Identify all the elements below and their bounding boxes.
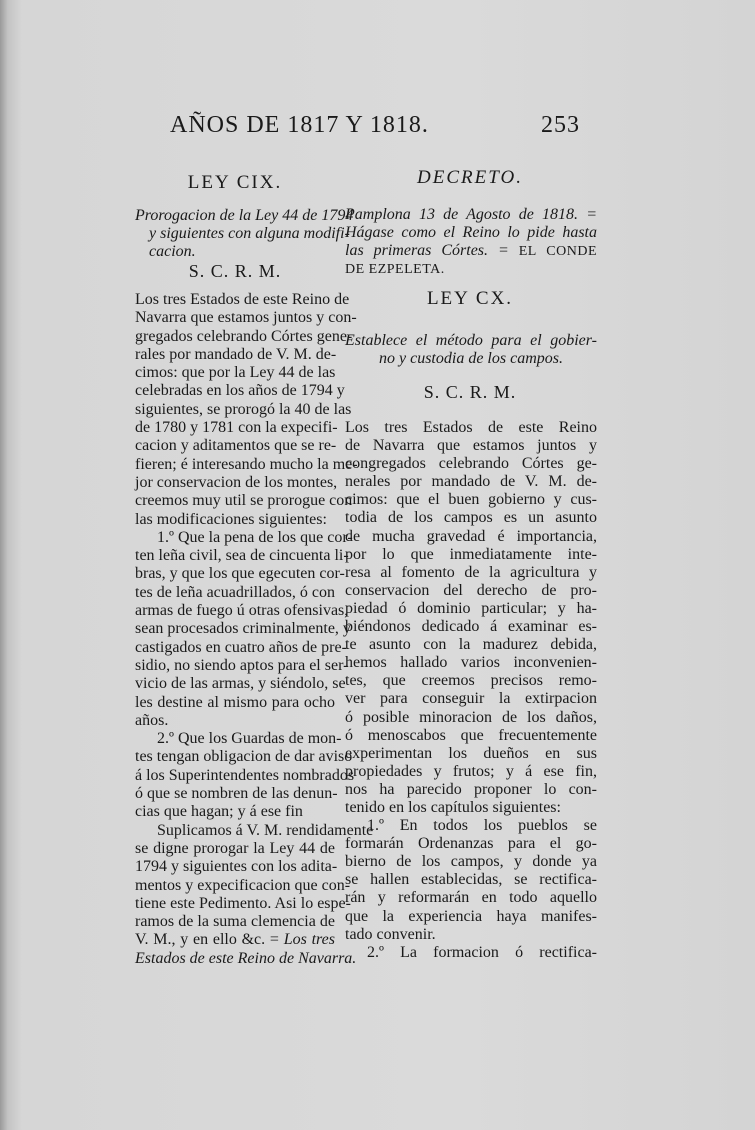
line-text: sidio, no siendo aptos para el ser- [135,656,349,674]
text-line [135,400,352,419]
line-text: congregados celebrando Córtes ge- [345,455,597,473]
line-text: bierno de los campos, y donde ya [345,853,597,871]
text-line [345,509,597,527]
line-text: bras, y que los que egecuten cor- [135,565,345,583]
text-line [345,582,597,600]
right-heading-2: LEY CX. [426,288,514,309]
line-text: se digne prorogar la Ley 44 de [135,839,335,857]
text-line [135,675,346,693]
text-line [345,908,597,926]
text-line [135,894,351,913]
left-subtitle [135,207,354,261]
text-line [135,931,335,949]
text-line [135,694,335,712]
running-header [170,112,580,139]
text-line [135,876,351,895]
text-line: Estados de este Reino de Navarra. [135,949,357,967]
line-text: biéndonos dedicado á examinar es- [345,618,597,636]
text-line [345,546,597,564]
text-line [345,799,597,817]
line-text: que la experiencia haya manifes- [345,907,597,925]
text-line [345,672,597,690]
line-text: de mucha gravedad é importancia, [345,527,597,545]
line-text: tenido en los capítulos siguientes: [345,798,561,816]
line-text: V. M., y en ello &c. = [135,931,284,949]
text-line [135,511,335,529]
text-line [345,727,597,745]
text-line [135,913,335,931]
decree-line [345,242,597,260]
text-line [135,492,353,510]
text-line [135,419,338,437]
text-line [135,803,335,821]
signature: DE EZPELETA. [345,262,445,277]
text-line [345,817,597,835]
line-text: cimos: que por la Ley 44 de las [135,364,336,382]
left-body [135,291,374,968]
text-line [345,528,597,546]
subtitle-line: y siguientes con alguna modifi- [149,225,350,242]
text-line [135,455,358,474]
line-text: conservacion del derecho de pro- [345,581,597,599]
line-text: mentos y expecificacion que con- [135,876,351,894]
line-text: vicio de las armas, y siéndolo, se [135,675,346,693]
line-text: ó posible minoracion de los daños, [345,708,597,726]
line-text: tes tengan obligacion de dar aviso [135,748,353,766]
line-text: celebradas en los años de 1794 y [135,382,345,400]
line-text: propiedades y frutos; y á ese fin, [345,762,597,780]
text-line [135,528,353,547]
line-text: se hallen establecidas, se rectifica- [345,871,597,889]
line-text: tado convenir. [345,925,436,943]
text-line [135,309,357,327]
right-subtitle [345,332,597,368]
text-line [135,638,347,657]
text-line [135,602,349,620]
line-text: tes, que creemos precisos remo- [345,672,597,690]
line-text: 1.º En todos los pueblos se [367,817,597,835]
text-line [345,889,597,907]
right-scrm: S. C. R. M. [423,382,517,402]
line-text: ten leña civil, sea de cincuenta li- [135,547,349,565]
text-line [345,618,597,636]
text-line [345,745,597,763]
text-line [345,709,597,727]
italic-text: Los tres [283,931,335,949]
subtitle-line: cacion. [149,243,196,260]
line-text: Los tres Estados de este Reino de [135,291,350,308]
text-line [345,926,597,944]
line-text: nos ha parecido proponer lo con- [345,780,597,798]
line-text: á los Superintendentes nombrados [135,766,355,784]
text-line [345,690,597,708]
line-text: de Navarra que estamos juntos y [345,437,597,455]
text-line [345,564,597,582]
line-text: por lo que inmediatamente inte- [345,545,597,563]
line-text: resa al fomento de la agricultura y [345,563,597,581]
line-text: 1794 y siguientes con los adita- [135,858,338,876]
line-text: rales por mandado de V. M. de- [135,345,337,363]
text-line [345,600,597,618]
text-line [135,840,335,858]
left-scrm: S. C. R. M. [188,261,282,281]
line-text: creemos muy util se prorogue con [135,492,353,510]
subtitle-line: Establece el método para el gobier- [345,332,597,349]
subtitle-line: Prorogacion de la Ley 44 de 1794 [135,207,354,224]
decree-text [345,206,597,278]
text-line [345,944,597,962]
line-text: siguientes, se prorogó la 40 de las [135,400,352,418]
left-heading: LEY CIX. [187,172,283,193]
line-text: las modificaciones siguientes: [135,510,327,528]
text-line [345,835,597,853]
subtitle-line: no y custodia de los campos. [379,350,563,367]
text-line [135,730,342,748]
line-text: castigados en cuatro años de pre- [135,638,347,656]
decree-line: Pamplona 13 de Agosto de 1818. = [345,206,597,223]
line-text: piedad ó dominio particular; y ha- [345,599,597,617]
line-text: hemos hallado varios inconvenien- [345,654,597,672]
text-line [135,620,351,638]
line-text: rán y reformarán en todo aquello [345,889,597,907]
line-text: Navarra que estamos juntos y con- [135,309,357,327]
line-text: cacion y aditamentos que se re- [135,437,337,455]
text-line [135,748,353,766]
text-line [345,871,597,889]
line-text: Suplicamos á V. M. rendidamente [157,821,374,839]
text-line [135,473,338,492]
line-text: ver para conseguir la extirpacion [345,690,597,708]
text-line [135,584,335,602]
text-line [345,491,597,509]
line-text: ramos de la suma clemencia de [135,913,335,931]
line-text: fieren; é interesando mucho la me- [135,455,358,473]
text-line [345,853,597,871]
line-text: años. [135,711,169,729]
page-number: 253 [541,112,580,138]
text-line [135,821,374,840]
line-text: nerales por mandado de V. M. de- [345,473,597,491]
line-text: de 1780 y 1781 con la expecifi- [135,419,338,437]
line-text: jor conservacion de los montes, [135,473,338,491]
text-line [135,565,345,583]
text-line [345,473,597,491]
text-line [345,781,597,799]
text-line [135,437,335,455]
text-line [135,858,338,876]
decree-text-part: las primeras Córtes. = [345,242,519,259]
line-text: formarán Ordenanzas para el go- [345,835,597,853]
text-line [345,455,597,473]
signature: EL CONDE [518,244,597,259]
text-line [345,636,597,654]
text-line [345,763,597,781]
right-heading: DECRETO. [417,167,523,188]
line-text: experimentan los dueños en sus [345,744,597,762]
line-text: todia de los campos es un asunto [345,509,597,527]
right-body [345,419,597,962]
line-text: ó menoscabos que frecuentemente [345,726,597,744]
line-text: 1.º Que la pena de los que cor- [157,528,353,546]
decree-line [345,260,597,278]
line-text: tes de leña acuadrillados, ó con [135,583,335,601]
line-text: cimos: que el buen gobierno y cus- [345,491,597,509]
text-line [135,766,355,785]
line-text: les destine al mismo para ocho [135,693,335,711]
text-line [135,785,338,803]
line-text: tiene este Pedimento. Asi lo espe- [135,894,351,912]
line-text: 2.º La formacion ó rectifica- [367,943,597,961]
line-text: Los tres Estados de este Reino [345,419,597,436]
text-line [345,419,597,437]
line-text: armas de fuego ú otras ofensivas, [135,602,349,620]
text-line [135,547,349,565]
text-line [135,656,349,675]
text-line [135,346,335,364]
text-line [135,291,350,309]
header-title: AÑOS DE 1817 Y 1818. [170,112,429,138]
line-text: gregados celebrando Córtes gene- [135,327,353,345]
text-line [135,712,335,730]
line-text: 2.º Que los Guardas de mon- [157,730,342,748]
text-line [135,364,335,382]
line-text: sean procesados criminalmente, y [135,620,351,638]
decree-line: Hágase como el Reino lo pide hasta [345,224,597,241]
line-text: ó que se nombren de las denun- [135,785,338,803]
text-line [345,654,597,672]
text-line [135,382,345,400]
text-line [345,437,597,455]
line-text: cias que hagan; y á ese fin [135,803,303,821]
line-text: te asunto con la madurez debida, [345,636,597,654]
text-line [135,327,353,346]
